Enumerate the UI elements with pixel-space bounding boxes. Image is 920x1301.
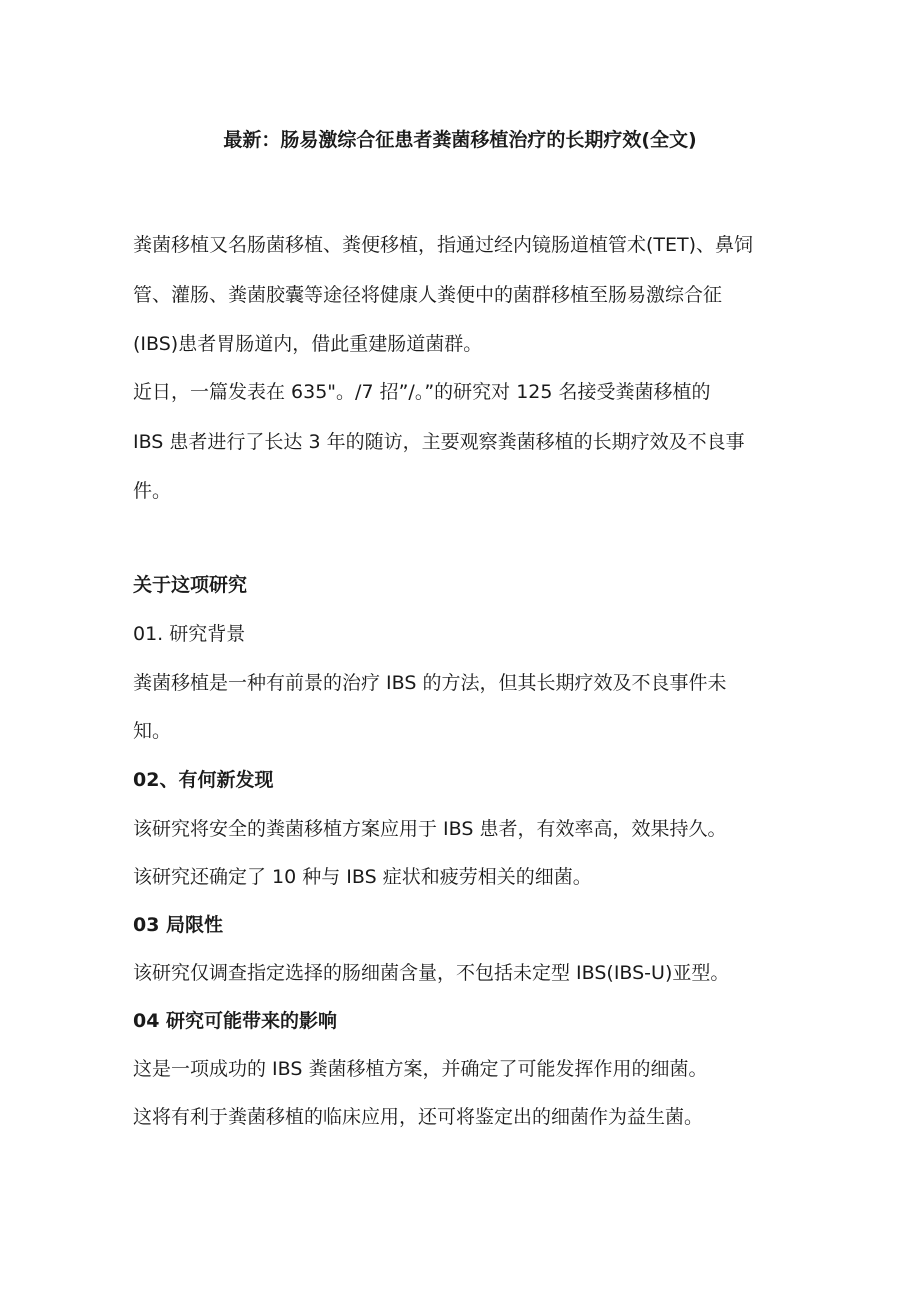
intro-p2-line-3: 件。 [133, 480, 172, 502]
section-3-line-1: 该研究仅调查指定选择的肠细菌含量，不包括未定型 IBS(IBS-U)亚型。 [133, 962, 730, 984]
section-2-line-1: 该研究将安全的粪菌移植方案应用于 IBS 患者，有效率高，效果持久。 [133, 818, 727, 840]
intro-p1-line-3: (IBS)患者胃肠道内，借此重建肠道菌群。 [133, 333, 483, 355]
section-2-heading: 02、有何新发现 [133, 769, 274, 791]
section-1-line-1: 粪菌移植是一种有前景的治疗 IBS 的方法，但其长期疗效及不良事件未 [133, 672, 727, 694]
document-title: 最新：肠易激综合征患者粪菌移植治疗的长期疗效(全文) [223, 129, 697, 151]
about-heading: 关于这项研究 [133, 574, 248, 596]
section-4-line-1: 这是一项成功的 IBS 粪菌移植方案，并确定了可能发挥作用的细菌。 [133, 1058, 708, 1080]
section-1-line-2: 知。 [133, 720, 172, 742]
intro-p1-line-1: 粪菌移植又名肠菌移植、粪便移植，指通过经内镜肠道植管术(TET)、鼻饲 [133, 234, 754, 256]
intro-p1-line-2: 管、灌肠、粪菌胶囊等途径将健康人粪便中的菌群移植至肠易激综合征 [133, 284, 723, 306]
section-3-heading: 03 局限性 [133, 914, 224, 936]
section-2-line-2: 该研究还确定了 10 种与 IBS 症状和疲劳相关的细菌。 [133, 866, 592, 888]
intro-p2-line-2: IBS 患者进行了长达 3 年的随访，主要观察粪菌移植的长期疗效及不良事 [133, 431, 745, 453]
section-4-line-2: 这将有利于粪菌移植的临床应用，还可将鉴定出的细菌作为益生菌。 [133, 1106, 704, 1128]
section-4-heading: 04 研究可能带来的影响 [133, 1010, 338, 1032]
intro-p2-line-1: 近日，一篇发表在 635"。/7 招”/。”的研究对 125 名接受粪菌移植的 [133, 381, 711, 403]
section-1-heading: 01. 研究背景 [133, 623, 246, 645]
